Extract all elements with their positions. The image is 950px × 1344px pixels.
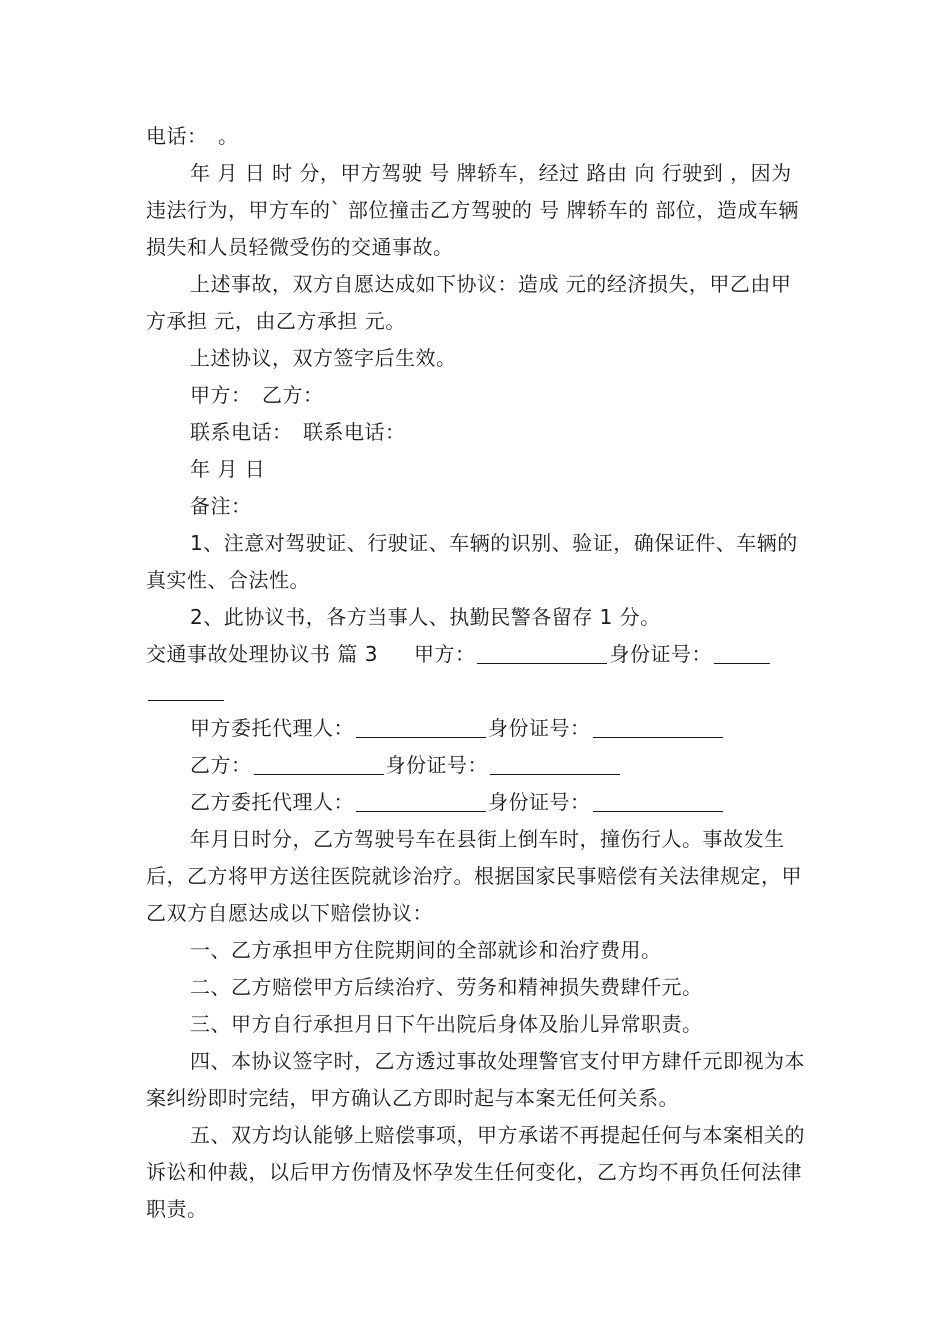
party-b-agent-label: 乙方委托代理人： xyxy=(190,790,354,814)
party-b-agent-id-blank xyxy=(593,789,723,812)
date-line: 年 月 日 xyxy=(190,457,266,481)
clause-2: 二、乙方赔偿甲方后续治疗、劳务和精神损失费肆仟元。 xyxy=(190,975,703,999)
phone-line: 电话： 。 xyxy=(146,124,239,148)
clause-4: 四、本协议签字时，乙方透过事故处理警官支付甲方肆仟元即视为本案纠纷即时完结，甲方确认乙方即时起与本案无任何关系。 xyxy=(146,1049,805,1110)
party-a-label: 甲方： xyxy=(413,642,476,666)
section3-header-line xyxy=(146,636,808,673)
remark-item-1: 1、注意对驾驶证、行驶证、车辆的识别、验证，确保证件、车辆的真实性、合法性。 xyxy=(146,531,798,592)
party-a-agent-id-blank xyxy=(593,715,723,738)
party-b-label: 乙方： xyxy=(190,753,252,777)
contacts-line: 联系电话： 联系电话： xyxy=(190,420,406,444)
section3-title: 交通事故处理协议书 篇 3 xyxy=(146,642,378,666)
agreement-paragraph: 上述事故，双方自愿达成如下协议：造成 元的经济损失，甲乙由甲方承担 元，由乙方承担 元。 xyxy=(146,272,792,333)
party-a-agent-id-label: 身份证号： xyxy=(488,716,591,740)
party-b-blank xyxy=(254,752,384,775)
party-a-id-blank-continued-line xyxy=(146,673,808,710)
party-a-id-blank-continued xyxy=(148,678,224,701)
accident-paragraph: 年 月 日 时 分，甲方驾驶 号 牌轿车，经过 路由 向 行驶到 ，因为 违法行为，甲方车的` 部位撞击乙方驾驶的 号 牌轿车的 部位，造成车辆损失和人员轻微受伤的交通事故。 xyxy=(146,161,799,259)
party-a-blank xyxy=(477,641,607,664)
effective-line: 上述协议，双方签字后生效。 xyxy=(190,346,457,370)
incident-paragraph: 年月日时分，乙方驾驶号车在县街上倒车时，撞伤行人。事故发生后，乙方将甲方送往医院就诊治疗。根据国家民事赔偿有关法律规定，甲乙双方自愿达成以下赔偿协议： xyxy=(146,827,802,925)
party-a-agent-line xyxy=(190,710,808,747)
remark-title: 备注： xyxy=(190,494,252,518)
clause-5: 五、双方均认能够上赔偿事项，甲方承诺不再提起任何与本案相关的诉讼和仲裁，以后甲方伤情及怀孕发生任何变化，乙方均不再负任何法律职责。 xyxy=(146,1123,805,1221)
clause-1: 一、乙方承担甲方住院期间的全部就诊和治疗费用。 xyxy=(190,938,662,962)
clause-3: 三、甲方自行承担月日下午出院后身体及胎儿异常职责。 xyxy=(190,1012,703,1036)
parties-line: 甲方： 乙方： xyxy=(190,383,324,407)
party-b-line xyxy=(190,747,808,784)
party-a-agent-blank xyxy=(356,715,486,738)
party-b-agent-line xyxy=(190,784,808,821)
party-a-id-label: 身份证号： xyxy=(609,642,712,666)
party-b-agent-id-label: 身份证号： xyxy=(488,790,591,814)
party-b-id-label: 身份证号： xyxy=(385,753,488,777)
remark-item-2: 2、此协议书，各方当事人、执勤民警各留存 1 分。 xyxy=(190,605,661,629)
party-a-id-blank xyxy=(714,641,770,664)
party-b-agent-blank xyxy=(356,789,486,812)
party-a-agent-label: 甲方委托代理人： xyxy=(190,716,354,740)
party-b-id-blank xyxy=(490,752,620,775)
